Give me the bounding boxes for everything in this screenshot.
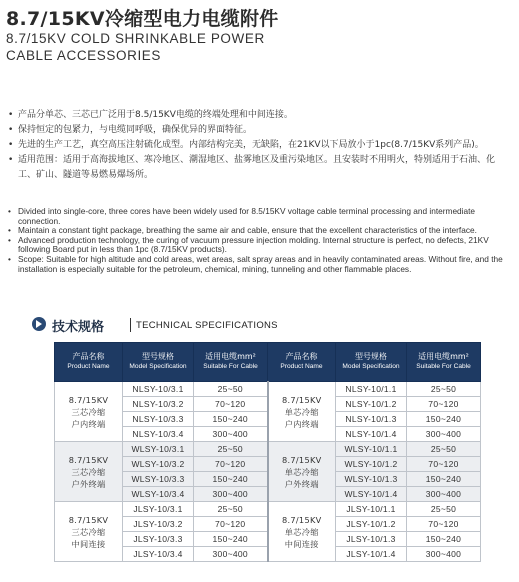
table-cell: 8.7/15KV 单芯冷缩 中间连接 <box>268 502 336 562</box>
table-cell: 70~120 <box>407 517 481 532</box>
feature-item: • Advanced production technology, the curing of vacuum pressure injection molding. Internal structure is perfect, no defects, 21KV following Board put in less than 1pc (8.7/15KV products). <box>8 236 508 255</box>
table-cell: JLSY-10/3.4 <box>123 547 194 562</box>
table-cell: NLSY-10/1.1 <box>336 382 407 397</box>
table-cell: JLSY-10/1.3 <box>336 532 407 547</box>
table-cell: 25~50 <box>194 382 268 397</box>
table-row <box>55 382 481 397</box>
table-cell: 70~120 <box>194 397 268 412</box>
column-header: 型号规格 Model Specification <box>336 343 407 382</box>
table-cell: 70~120 <box>194 517 268 532</box>
table-cell: 150~240 <box>407 472 481 487</box>
table-cell: JLSY-10/3.1 <box>123 502 194 517</box>
table-cell: 8.7/15KV 单芯冷缩 户内终端 <box>268 382 336 442</box>
table-cell: 70~120 <box>407 457 481 472</box>
table-cell: WLSY-10/3.4 <box>123 487 194 502</box>
table-cell: 300~400 <box>194 487 268 502</box>
table-cell: 150~240 <box>194 532 268 547</box>
table-cell: 150~240 <box>407 532 481 547</box>
table-cell: WLSY-10/1.1 <box>336 442 407 457</box>
table-cell: 300~400 <box>407 427 481 442</box>
table-cell: 8.7/15KV 三芯冷缩 户内终端 <box>55 382 123 442</box>
column-header: 适用电缆mm² Suitable For Cable <box>194 343 268 382</box>
table-cell: NLSY-10/1.3 <box>336 412 407 427</box>
feature-item: • Scope: Suitable for high altitude and cold areas, wet areas, salt spray areas and in heavily contaminated areas. Without fire, and the installation is especially suitable for the petroleum, chemical, mining, tunneling and other flammable places. <box>8 255 508 274</box>
subtitle-line: CABLE ACCESSORIES <box>6 48 162 63</box>
table-cell: 8.7/15KV 三芯冷缩 中间连接 <box>55 502 123 562</box>
table-cell: JLSY-10/3.2 <box>123 517 194 532</box>
table-cell: JLSY-10/3.3 <box>123 532 194 547</box>
table-cell: 25~50 <box>407 442 481 457</box>
table-row <box>55 502 481 517</box>
section-divider <box>130 318 131 332</box>
features-list-cn <box>8 108 508 183</box>
table-cell: 8.7/15KV 三芯冷缩 户外终端 <box>55 442 123 502</box>
table-cell: NLSY-10/1.2 <box>336 397 407 412</box>
features-list-en <box>8 207 508 274</box>
table-cell: 300~400 <box>194 427 268 442</box>
table-cell: JLSY-10/1.2 <box>336 517 407 532</box>
column-header: 型号规格 Model Specification <box>123 343 194 382</box>
table-header-row <box>55 343 481 382</box>
section-header <box>32 316 312 334</box>
table-row <box>55 442 481 457</box>
table-cell: WLSY-10/3.3 <box>123 472 194 487</box>
table-cell: JLSY-10/1.4 <box>336 547 407 562</box>
table-cell: NLSY-10/3.2 <box>123 397 194 412</box>
table-cell: 150~240 <box>407 412 481 427</box>
table-cell: WLSY-10/3.2 <box>123 457 194 472</box>
table-cell: 300~400 <box>407 487 481 502</box>
feature-item: • Divided into single-core, three cores have been widely used for 8.5/15KV voltage cable terminal processing and intermediate connection. <box>8 207 508 226</box>
table-cell: 150~240 <box>194 472 268 487</box>
feature-item: • 先进的生产工艺，真空高压注射硫化成型。内部结构完美，无缺陷，在21KV以下局放小于1pc(8.7/15KV系列产品)。 <box>8 138 508 153</box>
table-cell: 25~50 <box>407 502 481 517</box>
table-cell: 8.7/15KV 单芯冷缩 户外终端 <box>268 442 336 502</box>
table-cell: 70~120 <box>407 397 481 412</box>
table-cell: 25~50 <box>194 502 268 517</box>
feature-item: • 适用范围：适用于高海拔地区、寒冷地区、潮湿地区、盐雾地区及重污染地区。且安装时不用明火，特别适用于石油、化工、矿山、隧道等易燃易爆场所。 <box>8 153 508 183</box>
table-cell: WLSY-10/1.2 <box>336 457 407 472</box>
table-cell: WLSY-10/1.4 <box>336 487 407 502</box>
page-title: 8.7/15KV冷缩型电力电缆附件 <box>6 8 279 30</box>
table-cell: 300~400 <box>194 547 268 562</box>
spec-table <box>54 342 481 562</box>
page-subtitle <box>6 30 326 64</box>
table-cell: 300~400 <box>407 547 481 562</box>
column-header: 产品名称 Product Name <box>268 343 336 382</box>
table-cell: WLSY-10/1.3 <box>336 472 407 487</box>
table-cell: 25~50 <box>194 442 268 457</box>
subtitle-line: 8.7/15KV COLD SHRINKABLE POWER <box>6 31 265 46</box>
table-cell: NLSY-10/3.1 <box>123 382 194 397</box>
table-cell: NLSY-10/1.4 <box>336 427 407 442</box>
column-header: 适用电缆mm² Suitable For Cable <box>407 343 481 382</box>
feature-item: • 产品分单芯、三芯已广泛用于8.5/15KV电缆的终端处理和中间连接。 <box>8 108 508 123</box>
column-header: 产品名称 Product Name <box>55 343 123 382</box>
feature-item: • 保持恒定的包紧力，与电缆同呼吸，确保优异的界面特征。 <box>8 123 508 138</box>
play-circle-icon <box>32 317 46 331</box>
section-title-cn: 技术规格 <box>52 320 105 335</box>
table-cell: JLSY-10/1.1 <box>336 502 407 517</box>
table-cell: 70~120 <box>194 457 268 472</box>
table-cell: NLSY-10/3.3 <box>123 412 194 427</box>
table-cell: WLSY-10/3.1 <box>123 442 194 457</box>
table-cell: 25~50 <box>407 382 481 397</box>
feature-item: • Maintain a constant tight package, breathing the same air and cable, ensure that the excellent characteristics of the interface. <box>8 226 508 236</box>
table-cell: 150~240 <box>194 412 268 427</box>
table-cell: NLSY-10/3.4 <box>123 427 194 442</box>
section-title-en: TECHNICAL SPECIFICATIONS <box>136 320 278 331</box>
